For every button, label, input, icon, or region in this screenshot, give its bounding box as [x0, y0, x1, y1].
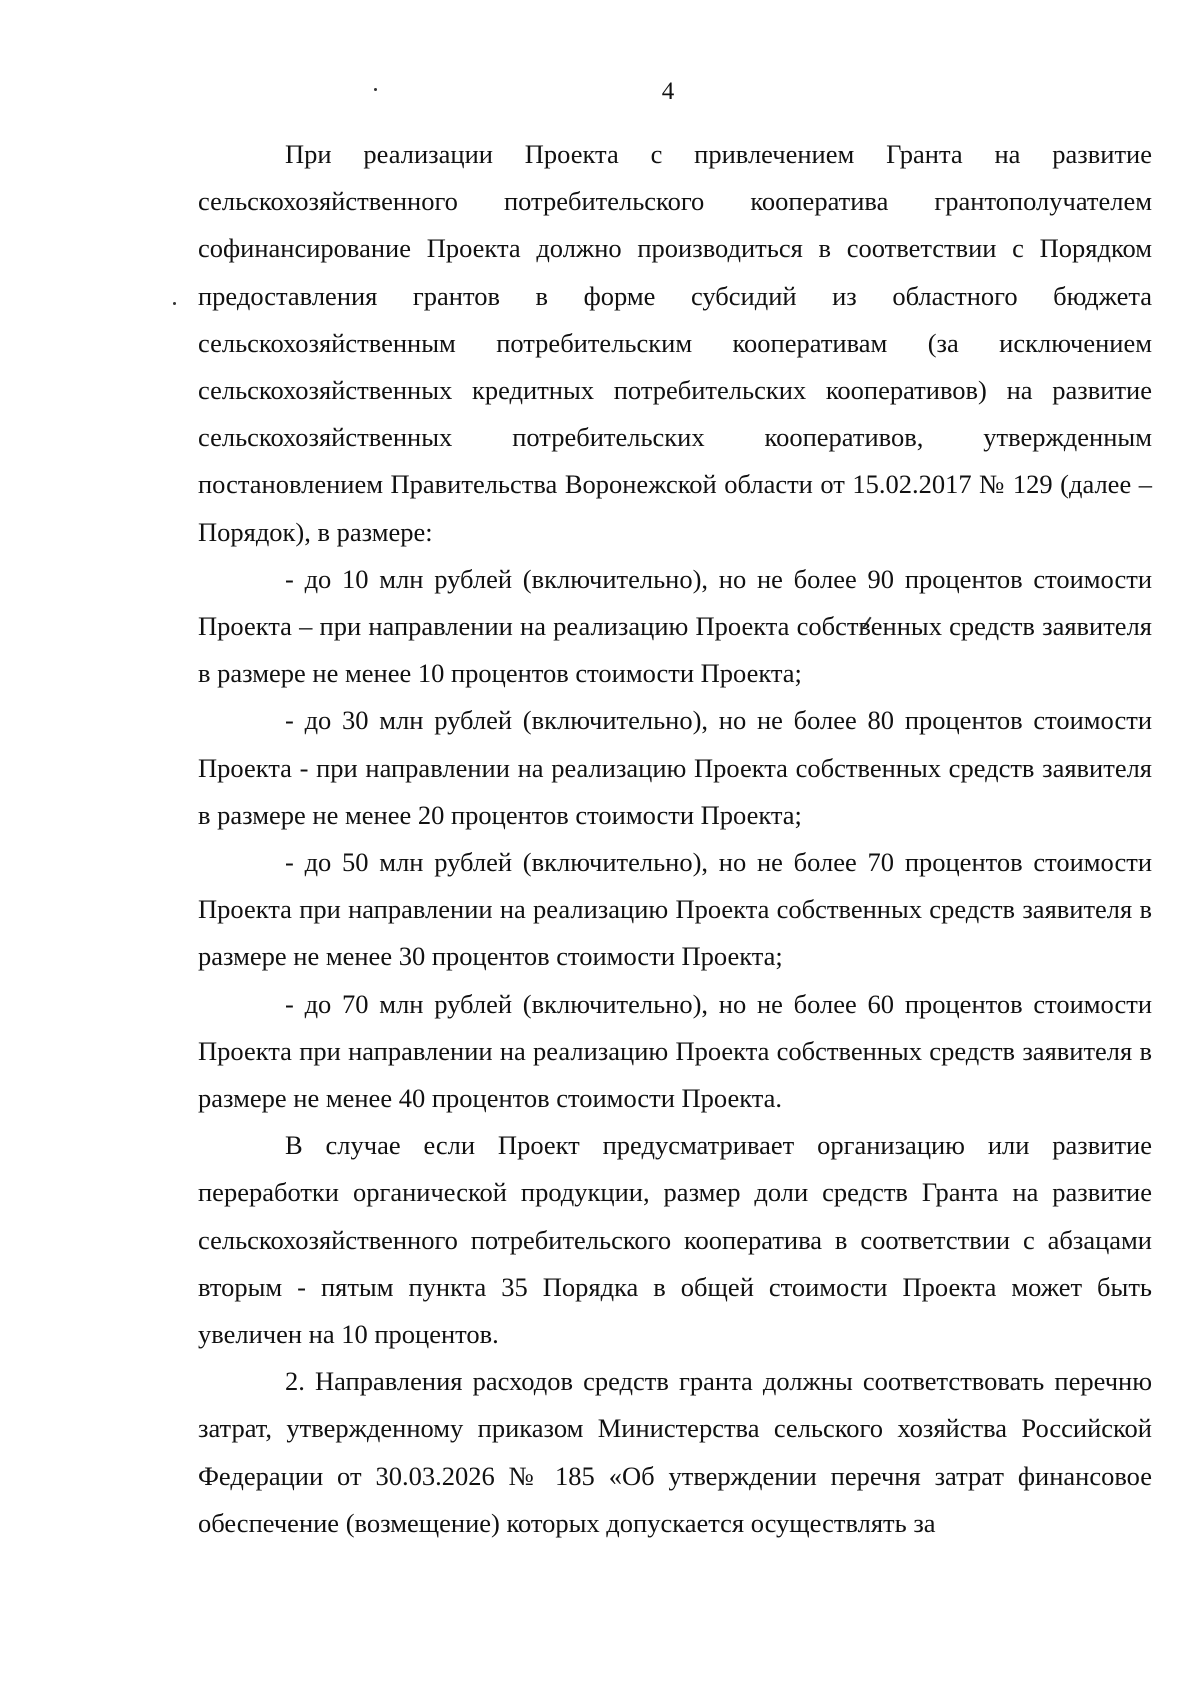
paragraph-expense-directions: 2. Направления расходов средств гранта должны соответствовать перечню затрат, утвержденному приказом Министерства сельского хозяйства Российской Федерации от 30.03.2026 № 185 «Об утверждении перечня затрат финансовое обеспечение (возмещение) которых допускается осуществлять за [198, 1366, 1152, 1538]
paragraph-tier-30m: - до 30 млн рублей (включительно), но не более 80 процентов стоимости Проекта - при направлении на реализацию Проекта собственных средств заявителя в размере не менее 20 процентов стоимости Проекта; [198, 705, 1152, 830]
scan-speck [374, 88, 377, 91]
page-number: 4 [661, 78, 675, 105]
paragraph-cofinancing-intro: При реализации Проекта с привлечением Гранта на развитие сельскохозяйственного потребительского кооператива грантополучателем софинансирование Проекта должно производиться в соответствии с Порядком предоставления грантов в форме субсидий из областного бюджета сельскохозяйственным потребительским кооперативам (за исключением сельскохозяйственных кредитных потребительских кооперативов) на развитие сельскохозяйственных потребительских кооперативов, утвержденным постановлением Правительства Воронежской области от 15.02.2017 № 129 (далее – Порядок), в размере: [198, 139, 1152, 547]
document-body [198, 131, 1152, 1547]
paragraph-tier-10m: - до 10 млн рублей (включительно), но не более 90 процентов стоимости Проекта – при направлении на реализацию Проекта собственных средств заявителя в размере не менее 10 процентов стоимости Проекта; [198, 563, 1152, 689]
scan-speck [173, 302, 176, 305]
paragraph-tier-50m: - до 50 млн рублей (включительно), но не более 70 процентов стоимости Проекта при направлении на реализацию Проекта собственных средств заявителя в размере не менее 30 процентов стоимости Проекта; [198, 847, 1152, 972]
paragraph-organic-increase: В случае если Проект предусматривает организацию или развитие переработки органической продукции, размер доли средств Гранта на развитие сельскохозяйственного потребительского кооператива в соответствии с абзацами вторым - пятым пункта 35 Порядка в общей стоимости Проекта может быть увеличен на 10 процентов. [198, 1130, 1152, 1350]
paragraph-tier-70m: - до 70 млн рублей (включительно), но не более 60 процентов стоимости Проекта при направлении на реализацию Проекта собственных средств заявителя в размере не менее 40 процентов стоимости Проекта. [198, 988, 1152, 1114]
